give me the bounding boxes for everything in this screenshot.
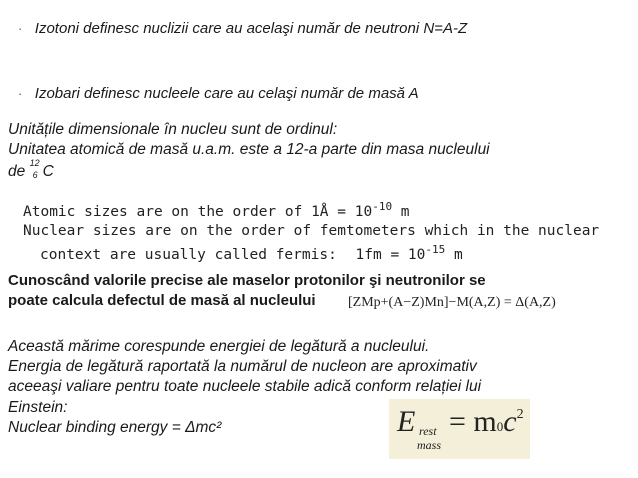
energy-line-2: Energia de legătură raportată la numărul de nucleon are aproximativ	[8, 358, 477, 375]
fermi-unit: m	[445, 246, 463, 263]
nuclear-sizes-context: context are usually called fermis:	[40, 246, 337, 263]
nuclear-sizes-line-1: Nuclear sizes are on the order of femtometers which in the nuclear	[23, 223, 600, 239]
bullet-text: Izotoni definesc nuclizii care au acelaşi număr de neutroni N=A-Z	[34, 20, 468, 37]
bullet-dot: ·	[18, 86, 23, 101]
units-line-3-prefix: de	[8, 163, 30, 180]
mass-defect-formula: [ZMp+(A−Z)Mn]−M(A,Z) = Δ(A,Z)	[348, 295, 556, 310]
units-line-1: Unitățile dimensionale în nucleu sunt de ordinul:	[8, 121, 338, 138]
binding-energy-line: Nuclear binding energy = Δmc²	[8, 419, 222, 436]
bullet-text: Izobari definesc nucleele care au celaşi număr de masă A	[34, 85, 419, 102]
formula-E: E	[397, 405, 416, 438]
energy-line-4: Einstein:	[8, 399, 68, 416]
bullet-isotones	[18, 20, 467, 38]
energy-line-1: Această mărime corespunde energiei de legătură a nucleului.	[8, 338, 430, 355]
bold-line-2: poate calcula defectul de masă al nucleului	[8, 292, 316, 309]
nuclide-mass-number: 12	[29, 158, 40, 168]
nuclide-atomic-number: 6	[32, 170, 38, 180]
formula-rhs	[449, 405, 524, 439]
atomic-sizes-text: Atomic sizes are on the order of 1Å = 10	[23, 203, 373, 220]
formula-m-sub: 0	[496, 419, 504, 434]
atomic-exponent: -10	[372, 200, 393, 213]
fermi-text: 1fm = 10	[355, 246, 426, 263]
units-line-2: Unitatea atomică de masă u.a.m. este a 12-a parte din masa nucleului	[8, 141, 490, 158]
formula-equals-m: = m	[449, 405, 497, 438]
formula-c: c	[503, 405, 517, 438]
atomic-sizes-line	[23, 200, 410, 220]
bullet-isobars	[18, 85, 419, 103]
formula-sub-mass: mass	[417, 438, 442, 452]
rest-energy-formula	[389, 399, 530, 459]
bold-line-1: Cunoscând valorile precise ale maselor protonilor şi neutronilor se	[8, 272, 486, 289]
bullet-dot: ·	[18, 21, 23, 36]
formula-sub-rest: rest	[419, 424, 437, 438]
nuclear-sizes-line-2	[40, 243, 463, 263]
atomic-unit: m	[392, 203, 410, 220]
fermi-exponent: -15	[425, 243, 446, 256]
fermi-definition	[355, 243, 463, 263]
nuclide-symbol: C	[42, 163, 54, 180]
energy-line-3: aceeaşi valiare pentru toate nucleele stabile adică conform relației lui	[8, 378, 482, 395]
units-line-3	[8, 158, 54, 181]
formula-c-sup: 2	[516, 407, 524, 422]
